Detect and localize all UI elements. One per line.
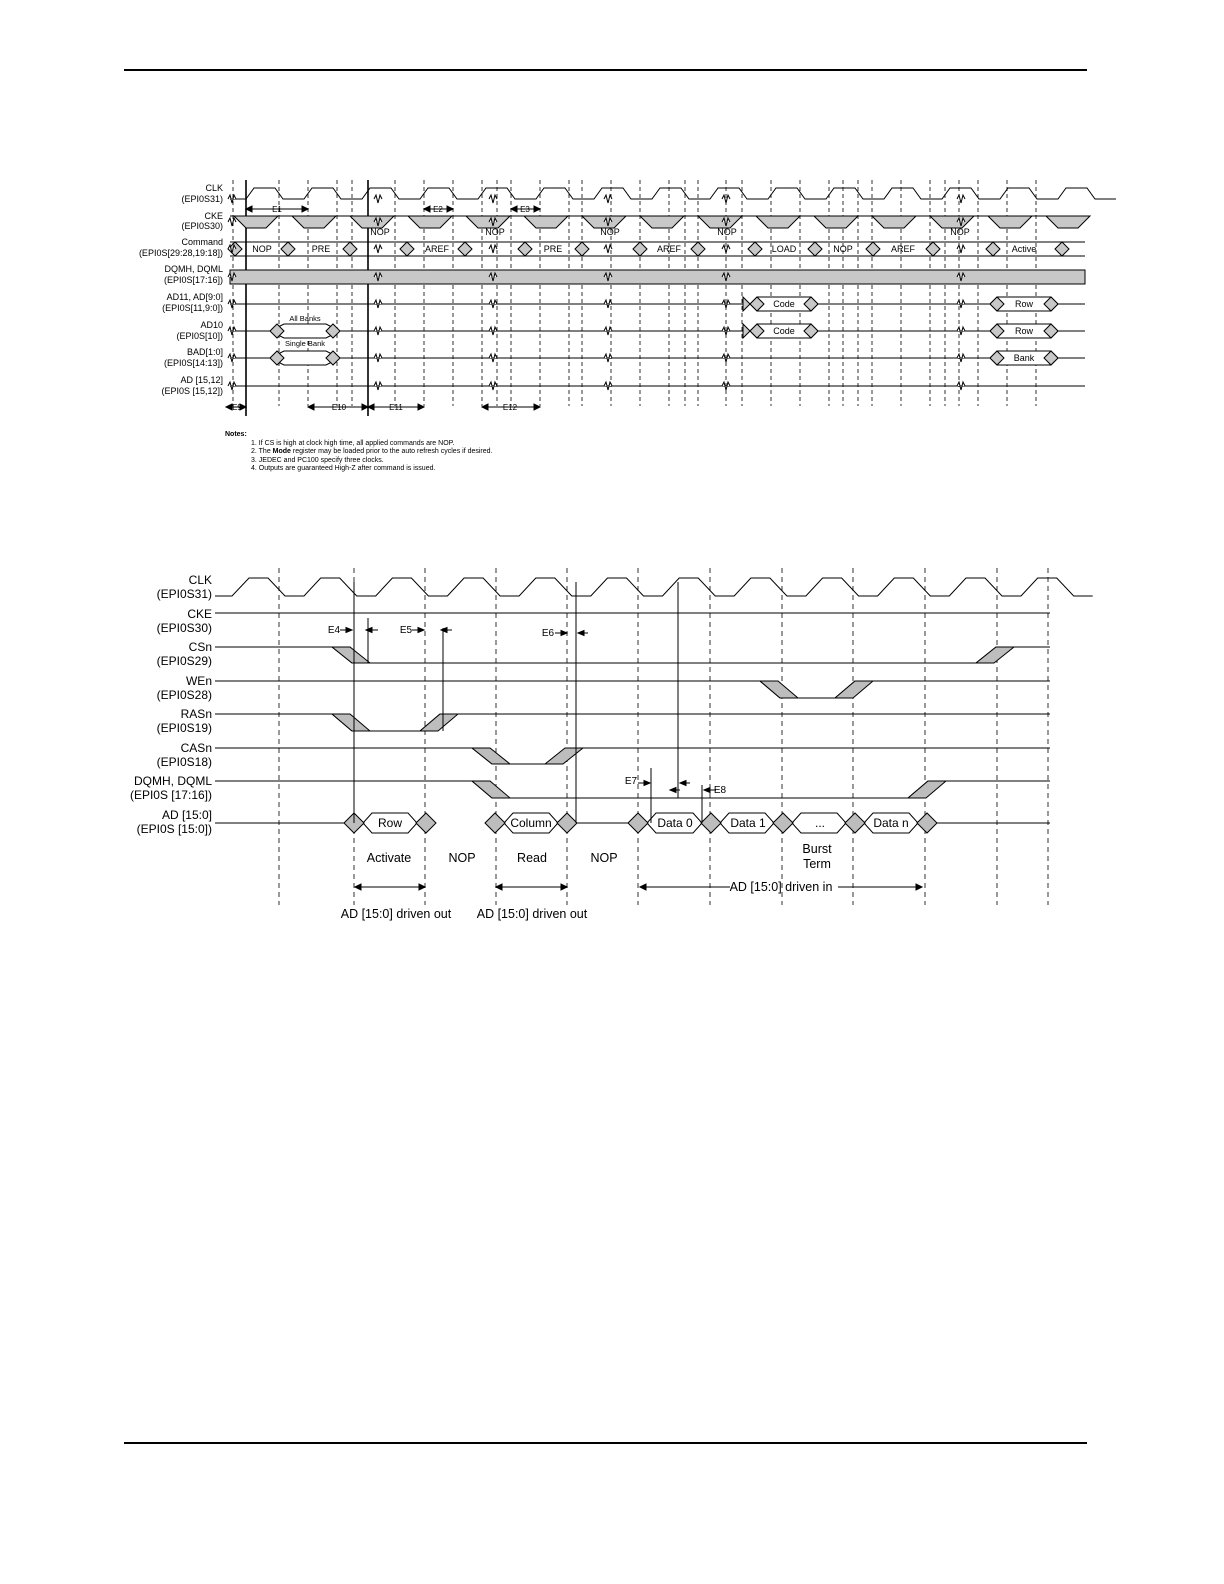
d2-ad-diamond-6	[773, 813, 793, 833]
d1-e12: E12	[502, 403, 518, 412]
d2-casn-label: CASn	[180, 741, 212, 755]
d1-break-5-6	[957, 354, 965, 362]
d1-bad-label: BAD[1:0]	[186, 347, 223, 357]
d1-ad-sub: (EPI0S[11,9:0])	[162, 303, 223, 313]
d2-dqm-fall	[472, 781, 510, 798]
d1-ad-label: AD11, AD[9:0]	[166, 292, 223, 302]
d2-dqm-sub: (EPI0S [17:16])	[129, 788, 212, 802]
d2-rasn-fall	[332, 714, 370, 731]
d2-ad-row: Row	[377, 816, 403, 830]
d2-e4-arrow-r-head	[366, 628, 372, 633]
d1-cke-label: CKE	[204, 211, 223, 221]
d1-break-0-7	[228, 382, 236, 390]
d1-single-bank: Single Bank	[284, 339, 326, 348]
d1-clk-wave	[230, 188, 1116, 199]
d2-e4: E4	[327, 625, 341, 636]
d2-ad-label: AD [15:0]	[161, 808, 212, 822]
d1-break-5-2	[957, 245, 965, 253]
d1-break-0-5	[228, 327, 236, 335]
d1-break-1-6	[374, 354, 382, 362]
d1-break-2-6	[489, 354, 497, 362]
d1-break-1-4	[374, 300, 382, 308]
d1-cmd-diamond-3	[400, 242, 414, 256]
d1-ad1512-sub: (EPI0S [15,12])	[161, 386, 223, 396]
d2-rasn-rise	[420, 714, 458, 731]
d1-e3-arrow-head-l	[511, 206, 517, 212]
d2-span-in: AD [15:0] driven in	[729, 880, 833, 894]
d1-ad1512-label: AD [15,12]	[180, 375, 223, 385]
d1-ad10-code: Code	[773, 326, 795, 336]
d1-cmd-pre: PRE	[311, 244, 331, 254]
d1-break-2-4	[489, 300, 497, 308]
d1-nop-label-4: NOP	[717, 227, 737, 237]
d1-nop-label: NOP	[370, 227, 390, 237]
d1-ad-code: Code	[773, 299, 795, 309]
d1-nop-label-2: NOP	[485, 227, 505, 237]
d1-ad-row: Row	[1014, 299, 1034, 309]
d2-rasn-label: RASn	[180, 707, 212, 721]
d1-e1-arrow-head-r	[302, 206, 308, 212]
d1-dqm-sub: (EPI0S[17:16])	[163, 275, 223, 285]
d2-phase-read: Read	[517, 851, 547, 865]
d2-phase-nop: NOP	[448, 851, 476, 865]
d2-casn-fall	[472, 748, 510, 764]
d2-csn-wave-a	[215, 647, 410, 663]
d1-break-5-4	[957, 300, 965, 308]
d1-bad-sub: (EPI0S[14:13])	[163, 358, 223, 368]
d2-e8-arrow-l-head	[670, 788, 676, 793]
d1-break-0-0	[228, 195, 236, 203]
d1-clk-sub: (EPI0S31)	[181, 194, 223, 204]
d2-ad-diamond-7	[845, 813, 865, 833]
clock-grid	[233, 180, 1036, 406]
d1-cke-pulse-5	[524, 216, 568, 228]
d2-ad-ellipsis: ...	[814, 816, 826, 830]
d1-cmd-diamond-12	[926, 242, 940, 256]
d2-clk-sub: (EPI0S31)	[156, 587, 212, 601]
d2-csn-rise	[976, 647, 1014, 663]
d2-e6: E6	[541, 628, 555, 639]
d2-e7-arrow-r-head	[680, 781, 686, 786]
d1-cmd-diamond-4	[458, 242, 472, 256]
d1-cmd-nop-2: NOP	[833, 244, 853, 254]
d2-e8: E8	[713, 785, 727, 796]
d1-break-3-6	[604, 354, 612, 362]
d1-cke-pulse-14	[1046, 216, 1090, 228]
d1-e2-arrow-head-l	[424, 206, 430, 212]
d2-e7: E7	[624, 776, 638, 787]
d1-break-2-5	[489, 327, 497, 335]
d1-cmd-diamond-5	[518, 242, 532, 256]
d1-cmd-load: LOAD	[771, 244, 797, 254]
d2-csn-sub: (EPI0S29)	[156, 654, 212, 668]
d2-ad-diamond-5	[701, 813, 721, 833]
d2-clk-wave	[215, 578, 1093, 596]
d1-ad10-sub: (EPI0S[10])	[176, 331, 223, 341]
d1-cmd-diamond-7	[633, 242, 647, 256]
d1-cmd-diamond-2	[343, 242, 357, 256]
d1-cke-pulse-11	[872, 216, 916, 228]
d1-nop-label-3: NOP	[600, 227, 620, 237]
d1-e11-arrow-head-l	[368, 404, 374, 410]
d1-clk-label: CLK	[205, 183, 223, 193]
d1-break-0-1	[228, 218, 236, 226]
d2-clk-label: CLK	[188, 573, 212, 587]
d1-cmd-aref-2: AREF	[656, 244, 682, 254]
d1-cmd-diamond-8	[691, 242, 705, 256]
d2-dqm-rise	[908, 781, 946, 798]
d1-ad10-code-l	[743, 324, 750, 338]
d2-e6-arrow-r-head	[578, 631, 584, 636]
d2-span-in-head-r	[916, 884, 922, 890]
d1-break-0-4	[228, 300, 236, 308]
d2-ad-diamond-3	[557, 813, 577, 833]
d1-cmd-diamond-11	[866, 242, 880, 256]
d1-bad-bank: Bank	[1013, 353, 1035, 363]
note-4: 4. Outputs are guaranteed High-Z after command is issued.	[251, 465, 436, 472]
d1-break-1-2	[374, 245, 382, 253]
d1-cke-pulse-13	[988, 216, 1032, 228]
d1-cke-pulse-9	[756, 216, 800, 228]
d1-ad10-label: AD10	[200, 320, 223, 330]
d2-csn-fall	[332, 647, 370, 663]
d2-span-in-head-l	[640, 884, 646, 890]
d1-e9: E9	[232, 403, 242, 412]
d1-break-5-0	[957, 195, 965, 203]
d2-wen-fall	[760, 681, 798, 698]
d1-break-3-5	[604, 327, 612, 335]
d1-cke-pulse-3	[408, 216, 452, 228]
d2-e6-arrow-head	[561, 631, 567, 636]
d2-casn-sub: (EPI0S18)	[156, 755, 212, 769]
d2-csn-label: CSn	[188, 640, 212, 654]
d2-ad-datan: Data n	[873, 816, 909, 830]
d2-e5-arrow-head	[418, 628, 424, 633]
d1-dqm-bar	[230, 270, 1085, 284]
d1-cmd-aref-3: AREF	[890, 244, 916, 254]
d1-e1: E1	[272, 205, 282, 214]
d1-break-2-2	[489, 245, 497, 253]
d1-break-2-7	[489, 382, 497, 390]
d2-rasn-sub: (EPI0S19)	[156, 721, 212, 735]
d1-cmd-diamond-9	[748, 242, 762, 256]
d1-e12-arrow-head-l	[482, 404, 488, 410]
d1-break-3-7	[604, 382, 612, 390]
d2-casn-rise	[545, 748, 583, 764]
d1-e1-arrow-head-l	[246, 206, 252, 212]
d1-break-2-0	[489, 195, 497, 203]
d1-cmd-diamond-10	[808, 242, 822, 256]
d2-span-out-2-arrow-head-r	[561, 884, 567, 890]
note-3: 3. JEDEC and PC100 specify three clocks.	[251, 456, 384, 464]
d2-phase-nop-2: NOP	[590, 851, 618, 865]
d1-e9-arrow-head-l	[226, 404, 232, 410]
d1-break-1-0	[374, 195, 382, 203]
d1-all-banks: All Banks	[289, 314, 321, 323]
note-1: 1. If CS is high at clock high time, all applied commands are NOP.	[251, 439, 455, 447]
d1-e12-arrow-head-r	[534, 404, 540, 410]
d2-e5: E5	[399, 625, 413, 636]
d2-phase-activate: Activate	[366, 851, 412, 865]
notes	[225, 431, 493, 474]
d1-cke-sub: (EPI0S30)	[181, 221, 223, 231]
d2-span-out-1-arrow-head-r	[419, 884, 425, 890]
d1-e2: E2	[433, 205, 443, 214]
d2-ad-data1: Data 1	[730, 816, 766, 830]
d1-e11-arrow-head-r	[418, 404, 424, 410]
d1-e10-arrow-head-l	[308, 404, 314, 410]
d2-span-out-2-arrow-head-l	[496, 884, 502, 890]
d2-span-out-2: AD [15:0] driven out	[476, 907, 588, 921]
d2-cke-label: CKE	[187, 607, 212, 621]
d2-term: Term	[803, 857, 831, 871]
d2-dqm-label: DQMH, DQML	[134, 774, 212, 788]
d2-ad-diamond-2	[485, 813, 505, 833]
d1-e3-arrow-head-r	[534, 206, 540, 212]
d2-e5-arrow-r-head	[441, 628, 447, 633]
d1-break-1-5	[374, 327, 382, 335]
d2-ad-column: Column	[510, 816, 552, 830]
d1-ad10-row: Row	[1014, 326, 1034, 336]
d2-ad-sub: (EPI0S [15:0])	[136, 822, 212, 836]
d1-command-label: Command	[181, 237, 223, 247]
d1-break-5-5	[957, 327, 965, 335]
d1-cke-pulse-0	[234, 216, 278, 228]
d2-wen-sub: (EPI0S28)	[156, 688, 212, 702]
d1-cmd-diamond-14	[1055, 242, 1069, 256]
d1-cmd-pre-2: PRE	[543, 244, 563, 254]
d1-break-0-6	[228, 354, 236, 362]
d2-ad-data0: Data 0	[657, 816, 693, 830]
notes-title: Notes:	[225, 431, 247, 438]
d1-cmd-active: Active	[1011, 244, 1037, 254]
d1-ad-code-l	[743, 297, 750, 311]
d2-wen-rise	[835, 681, 873, 698]
d2-csn-wave-b	[410, 647, 1050, 663]
d1-e3: E3	[520, 205, 530, 214]
d2-burst: Burst	[802, 842, 832, 856]
d2-ad-diamond-1	[416, 813, 436, 833]
d2-e4-arrow-head	[346, 628, 352, 633]
d1-dqm-label: DQMH, DQML	[164, 264, 223, 274]
d1-cke-pulse-7	[640, 216, 684, 228]
d1-cke-pulse-1	[292, 216, 336, 228]
d1-cmd-diamond-13	[986, 242, 1000, 256]
note-2: 2. The Mode register may be loaded prior to the auto refresh cycles if desired.	[251, 448, 493, 455]
d1-cmd-nop: NOP	[252, 244, 272, 254]
d2-ad-diamond-8	[917, 813, 937, 833]
d2-e8-arrow-head	[704, 788, 710, 793]
d2-cke-sub: (EPI0S30)	[156, 621, 212, 635]
d2-e7-arrow-head	[644, 781, 650, 786]
d1-e11: E11	[389, 403, 403, 412]
d1-cmd-diamond-6	[575, 242, 589, 256]
d1-command-sub: (EPI0S[29:28,19:18])	[138, 248, 223, 258]
d1-e10: E10	[331, 403, 347, 412]
d1-e2-arrow-head-r	[447, 206, 453, 212]
d1-cke-pulse-10	[814, 216, 858, 228]
d1-break-1-7	[374, 382, 382, 390]
d1-nop-label-5: NOP	[950, 227, 970, 237]
d1-cmd-diamond-1	[281, 242, 295, 256]
d2-span-out-1: AD [15:0] driven out	[340, 907, 452, 921]
d2-span-out-1-arrow-head-l	[355, 884, 361, 890]
d2-wen-label: WEn	[185, 674, 212, 688]
d2-ad-diamond-4	[628, 813, 648, 833]
d1-break-5-7	[957, 382, 965, 390]
d1-cmd-aref: AREF	[424, 244, 450, 254]
